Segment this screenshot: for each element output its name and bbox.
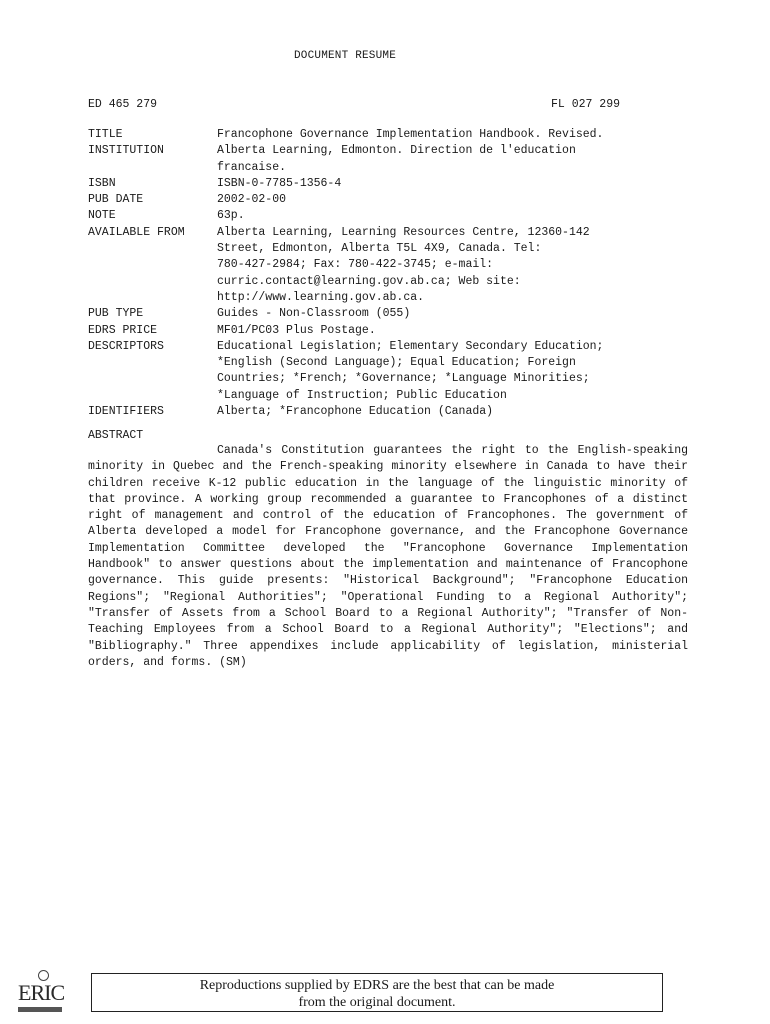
reproduction-notice-line2: from the original document. (298, 995, 456, 1010)
eric-logo-bar (18, 1007, 62, 1012)
abstract-label: ABSTRACT (88, 429, 144, 442)
field-pub-type (88, 306, 688, 322)
field-value: Guides - Non-Classroom (055) (217, 307, 411, 321)
field-label: INSTITUTION (88, 144, 164, 158)
field-descriptors (88, 339, 688, 404)
field-label: IDENTIFIERS (88, 405, 164, 419)
field-value: Alberta Learning, Learning Resources Centre, 12360-142 Street, Edmonton, Alberta T5L 4X9, Canada. Tel: 780-427-2984; Fax: 780-422-3745; e-mail: curric.contact@learning.gov.ab.ca; Web site: http://www.learning.gov.ab.ca. (217, 225, 590, 304)
reproduction-notice-line1: Reproductions supplied by EDRS are the best that can be made (199, 978, 555, 993)
field-label: PUB TYPE (88, 307, 144, 321)
field-label: AVAILABLE FROM (88, 225, 185, 239)
field-value: Alberta Learning, Edmonton. Direction de l'education francaise. (217, 144, 576, 174)
abstract-text: Canada's Constitution guarantees the right to the English-speaking minority in Quebec and the French-speaking minority elsewhere in Canada to have their children receive K-12 public education in the language of the linguistic minority of that province. A working group recommended a guarantee to Francophones of a distinct right of management and control of the education of Francophones. The government of Alberta developed a model for Francophone governance, and the Francophone Governance Implementation Committee developed the "Francophone Governance Implementation Handbook" to answer questions about the implementation and maintenance of Francophone governance. This guide presents: "Historical Background"; "Francophone Education Regions"; "Regional Authorities"; "Operational Funding to a Regional Authority"; "Transfer of Assets from a School Board to a Regional Authority"; "Transfer of Non-Teaching Employees from a School Board to a Regional Authority"; "Elections"; and "Bibliography." Three appendixes include applicability of legislation, ministerial orders, and forms. (SM) (88, 444, 688, 669)
field-value: MF01/PC03 Plus Postage. (217, 323, 376, 337)
field-label: TITLE (88, 128, 123, 141)
field-available-from (88, 225, 688, 306)
field-value: Educational Legislation; Elementary Secondary Education; *English (Second Language); Equal Education; Foreign Countries; *French; *Governance; *Language Minorities; *Language of Instruction; Public Education (217, 339, 604, 402)
field-title (88, 127, 688, 143)
field-value: 63p. (217, 209, 245, 223)
field-pub-date (88, 192, 688, 208)
eric-logo-text: ERIC (18, 980, 65, 1005)
field-label: DESCRIPTORS (88, 339, 164, 353)
field-value: 2002-02-00 (217, 193, 287, 207)
field-institution (88, 143, 688, 176)
field-value: Francophone Governance Implementation Handbook. Revised. (217, 128, 604, 141)
field-edrs-price (88, 323, 688, 339)
field-value: Alberta; *Francophone Education (Canada) (217, 405, 494, 419)
reproduction-notice (91, 973, 663, 1012)
field-note (88, 208, 688, 224)
field-value: ISBN-0-7785-1356-4 (217, 176, 342, 190)
field-identifiers (88, 404, 688, 420)
field-label: PUB DATE (88, 193, 144, 207)
eric-logo (16, 966, 74, 1016)
document-title: DOCUMENT RESUME (293, 50, 397, 62)
field-label: ISBN (88, 176, 116, 190)
metadata-fields (88, 127, 688, 420)
fl-number: FL 027 299 (551, 98, 621, 111)
field-label: NOTE (88, 209, 116, 223)
field-label: EDRS PRICE (88, 323, 158, 337)
field-isbn (88, 176, 688, 192)
ed-number: ED 465 279 (88, 98, 158, 111)
